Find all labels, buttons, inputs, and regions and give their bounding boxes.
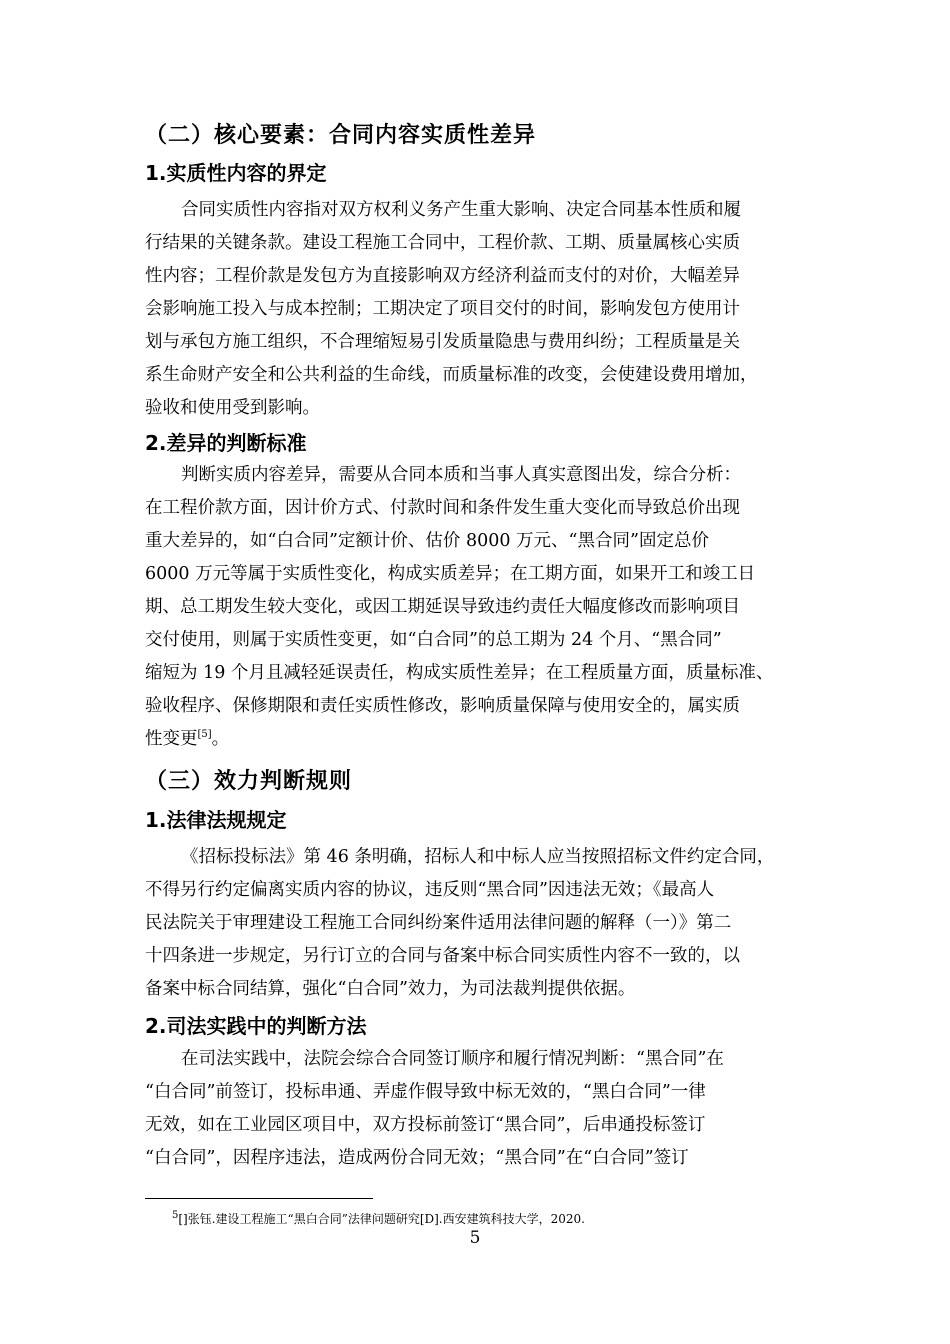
footnote [172,1210,585,1227]
text-line [145,723,815,756]
text-line: 性内容；工程价款是发包方为直接影响双方经济利益而支付的对价，大幅差异 [145,266,740,286]
paragraph-laws-regulations [145,841,815,1006]
subheading-difference-criteria: 2.差异的判断标准 [145,431,307,455]
subheading-substantive-content: 1.实质性内容的界定 [145,161,327,185]
page-number: 5 [469,1228,481,1248]
text-line: 验收程序、保修期限和责任实质性修改，影响质量保障与使用安全的，属实质 [145,696,740,716]
text-line: 交付使用，则属于实质性变更，如“白合同”的总工期为 24 个月、“黑合同” [145,630,722,650]
paragraph-difference-criteria [145,459,815,756]
text-line: 系生命财产安全和公共利益的生命线，而质量标准的改变，会使建设费用增加， [145,365,758,385]
text-line: 备案中标合同结算，强化“白合同”效力，为司法裁判提供依据。 [145,979,636,999]
citation-ref: [5] [197,729,212,741]
text-line: 十四条进一步规定，另行订立的合同与备案中标合同实质性内容不一致的，以 [145,946,740,966]
text-line: 在工程价款方面，因计价方式、付款时间和条件发生重大变化而导致总价出现 [145,498,740,518]
text-line: 验收和使用受到影响。 [145,398,320,418]
text-line: 划与承包方施工组织，不合理缩短易引发质量隐患与费用纠纷；工程质量是关 [145,332,740,352]
paragraph-judicial-practice [145,1043,815,1175]
subheading-laws-regulations: 1.法律法规规定 [145,808,287,832]
text-line: 无效，如在工业园区项目中，双方投标前签订“黑合同”，后串通投标签订 [145,1115,706,1135]
text-line: 不得另行约定偏离实质内容的协议，违反则“黑合同”因违法无效；《最高人 [145,880,715,900]
text-line: 合同实质性内容指对双方权利义务产生重大影响、决定合同基本性质和履 [181,200,741,220]
text-fragment: 性变更 [145,729,198,749]
footnote-divider [145,1198,373,1199]
footnote-mark: 5 [172,1210,179,1221]
text-line: “白合同”，因程序违法，造成两份合同无效；“黑合同”在“白合同”签订 [145,1148,689,1168]
text-line: 民法院关于审理建设工程施工合同纠纷案件适用法律问题的解释（一）》第二 [145,913,732,933]
text-line: 在司法实践中，法院会综合合同签订顺序和履行情况判断：“黑合同”在 [181,1049,724,1069]
text-line: 行结果的关键条款。建设工程施工合同中，工程价款、工期、质量属核心实质 [145,233,740,253]
text-line: 缩短为 19 个月且减轻延误责任，构成实质性差异；在工程质量方面，质量标准、 [145,663,774,683]
text-line: 会影响施工投入与成本控制；工期决定了项目交付的时间，影响发包方使用计 [145,299,740,319]
section-heading-core-elements: （二）核心要素：合同内容实质性差异 [145,123,537,148]
text-line: 重大差异的，如“白合同”定额计价、估价 8000 万元、“黑合同”固定总价 [145,531,709,551]
text-fragment: 。 [211,729,230,749]
text-line: 期、总工期发生较大变化，或因工期延误导致违约责任大幅度修改而影响项目 [145,597,740,617]
footnote-text: []张钰.建设工程施工“黑白合同”法律问题研究[D].西安建筑科技大学，2020. [178,1212,585,1226]
text-line: 《招标投标法》第 46 条明确，招标人和中标人应当按照招标文件约定合同， [181,847,775,867]
text-line: “白合同”前签订，投标串通、弄虚作假导致中标无效的，“黑白合同”一律 [145,1082,706,1102]
section-heading-validity-rules: （三）效力判断规则 [145,769,353,794]
subheading-judicial-practice: 2.司法实践中的判断方法 [145,1014,367,1038]
paragraph-substantive-content [145,194,815,425]
text-line: 6000 万元等属于实质性变化，构成实质差异；在工期方面，如果开工和竣工日 [145,564,756,584]
text-line: 判断实质内容差异，需要从合同本质和当事人真实意图出发，综合分析： [181,465,741,485]
